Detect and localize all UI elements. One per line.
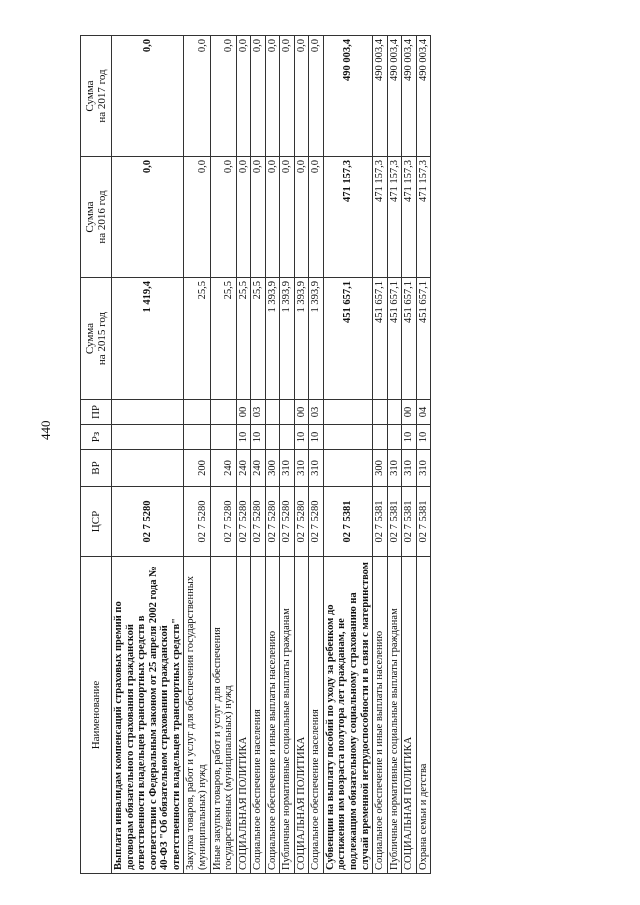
table-row <box>373 36 388 874</box>
cell-sum-2016: 0,0 <box>265 157 280 278</box>
cell-sum-2017: 0,0 <box>280 36 295 157</box>
cell-pr <box>373 400 388 425</box>
table-row <box>112 36 184 874</box>
table-row <box>251 36 266 874</box>
cell-csr: 02 7 5381 <box>387 487 402 557</box>
cell-name: Публичные нормативные социальные выплаты гражданам <box>280 557 295 874</box>
cell-pr: 04 <box>416 400 431 425</box>
cell-sum-2015: 25,5 <box>210 278 236 400</box>
cell-name: Социальное обеспечение населения <box>309 557 324 874</box>
cell-name: СОЦИАЛЬНАЯ ПОЛИТИКА <box>294 557 309 874</box>
cell-sum-2015: 25,5 <box>184 278 210 400</box>
cell-csr: 02 7 5280 <box>251 487 266 557</box>
cell-sum-2016: 471 157,3 <box>416 157 431 278</box>
cell-pr <box>112 400 184 425</box>
cell-name: Публичные нормативные социальные выплаты гражданам <box>387 557 402 874</box>
cell-rz <box>387 425 402 450</box>
cell-rz: 10 <box>251 425 266 450</box>
cell-csr: 02 7 5280 <box>184 487 210 557</box>
cell-sum-2015: 451 657,1 <box>387 278 402 400</box>
cell-sum-2016: 0,0 <box>309 157 324 278</box>
cell-sum-2015: 1 393,9 <box>309 278 324 400</box>
table-row <box>416 36 431 874</box>
cell-pr <box>265 400 280 425</box>
cell-vr: 240 <box>236 450 251 487</box>
cell-sum-2017: 0,0 <box>236 36 251 157</box>
cell-name: Охрана семьи и детства <box>416 557 431 874</box>
budget-table <box>80 35 431 874</box>
cell-vr <box>112 450 184 487</box>
table-row <box>184 36 210 874</box>
cell-rz <box>373 425 388 450</box>
cell-name: Социальное обеспечение и иные выплаты населению <box>265 557 280 874</box>
cell-csr: 02 7 5280 <box>280 487 295 557</box>
cell-sum-2017: 490 003,4 <box>402 36 417 157</box>
header-sum-2015: Сумма на 2015 год <box>81 278 112 400</box>
header-pr: ПР <box>81 400 112 425</box>
cell-sum-2015: 1 393,9 <box>265 278 280 400</box>
table-row <box>265 36 280 874</box>
cell-pr: 00 <box>236 400 251 425</box>
cell-csr: 02 7 5280 <box>294 487 309 557</box>
cell-sum-2017: 490 003,4 <box>416 36 431 157</box>
cell-rz: 10 <box>402 425 417 450</box>
cell-csr: 02 7 5381 <box>323 487 372 557</box>
cell-name: Социальное обеспечение и иные выплаты населению <box>373 557 388 874</box>
header-rz: Рз <box>81 425 112 450</box>
cell-vr: 310 <box>294 450 309 487</box>
cell-name: Закупка товаров, работ и услуг для обеспечения государственных (муниципальных) нужд <box>184 557 210 874</box>
cell-name: Субвенции на выплату пособий по уходу за ребенком до достижения им возраста полутора лет гражданам, не подлежащим обязательному социальному страхованию на случай временной нетрудоспособности и в связи с материнством <box>323 557 372 874</box>
cell-csr: 02 7 5381 <box>416 487 431 557</box>
cell-vr: 200 <box>184 450 210 487</box>
table-row <box>280 36 295 874</box>
cell-vr: 240 <box>251 450 266 487</box>
table-row <box>236 36 251 874</box>
cell-rz <box>323 425 372 450</box>
cell-rz <box>210 425 236 450</box>
cell-sum-2017: 0,0 <box>251 36 266 157</box>
cell-csr: 02 7 5280 <box>309 487 324 557</box>
cell-sum-2015: 25,5 <box>236 278 251 400</box>
cell-vr: 240 <box>210 450 236 487</box>
cell-sum-2016: 0,0 <box>280 157 295 278</box>
header-sum-2017: Сумма на 2017 год <box>81 36 112 157</box>
cell-sum-2017: 490 003,4 <box>387 36 402 157</box>
cell-name: Иные закупки товаров, работ и услуг для обеспечения государственных (муниципальных) нужд <box>210 557 236 874</box>
cell-sum-2015: 451 657,1 <box>373 278 388 400</box>
cell-pr <box>323 400 372 425</box>
cell-csr: 02 7 5381 <box>402 487 417 557</box>
cell-vr: 310 <box>309 450 324 487</box>
cell-sum-2017: 0,0 <box>294 36 309 157</box>
cell-vr: 310 <box>416 450 431 487</box>
cell-sum-2017: 0,0 <box>309 36 324 157</box>
cell-sum-2015: 1 393,9 <box>280 278 295 400</box>
table-row <box>210 36 236 874</box>
header-vr: ВР <box>81 450 112 487</box>
cell-name: Социальное обеспечение населения <box>251 557 266 874</box>
cell-pr: 03 <box>309 400 324 425</box>
cell-sum-2016: 471 157,3 <box>373 157 388 278</box>
cell-csr: 02 7 5280 <box>112 487 184 557</box>
table-row <box>309 36 324 874</box>
page-number: 440 <box>38 420 53 440</box>
cell-name: СОЦИАЛЬНАЯ ПОЛИТИКА <box>236 557 251 874</box>
cell-vr <box>323 450 372 487</box>
cell-name: Выплата инвалидам компенсаций страховых премий по договорам обязательного страхования гражданской ответственности владельцев транспортных средств в соответствии с Федеральным законом от 25 апреля 2002 года № 40-ФЗ "Об обязательном страховании гражданской ответственности владельцев транспортных средств" <box>112 557 184 874</box>
cell-pr: 00 <box>402 400 417 425</box>
cell-sum-2016: 471 157,3 <box>323 157 372 278</box>
table-row <box>294 36 309 874</box>
cell-vr: 310 <box>402 450 417 487</box>
cell-pr: 03 <box>251 400 266 425</box>
cell-rz <box>265 425 280 450</box>
cell-csr: 02 7 5381 <box>373 487 388 557</box>
cell-sum-2016: 0,0 <box>112 157 184 278</box>
header-sum-2016: Сумма на 2016 год <box>81 157 112 278</box>
cell-pr <box>210 400 236 425</box>
cell-rz: 10 <box>416 425 431 450</box>
cell-sum-2016: 0,0 <box>184 157 210 278</box>
cell-sum-2017: 0,0 <box>210 36 236 157</box>
cell-sum-2017: 490 003,4 <box>373 36 388 157</box>
header-csr: ЦСР <box>81 487 112 557</box>
cell-sum-2015: 1 393,9 <box>294 278 309 400</box>
table-row <box>402 36 417 874</box>
cell-name: СОЦИАЛЬНАЯ ПОЛИТИКА <box>402 557 417 874</box>
table-row <box>387 36 402 874</box>
cell-sum-2017: 490 003,4 <box>323 36 372 157</box>
cell-sum-2017: 0,0 <box>184 36 210 157</box>
table-row <box>323 36 372 874</box>
cell-sum-2016: 471 157,3 <box>387 157 402 278</box>
cell-rz <box>184 425 210 450</box>
cell-csr: 02 7 5280 <box>265 487 280 557</box>
cell-sum-2017: 0,0 <box>112 36 184 157</box>
cell-rz: 10 <box>236 425 251 450</box>
cell-sum-2015: 451 657,1 <box>402 278 417 400</box>
cell-sum-2016: 471 157,3 <box>402 157 417 278</box>
rotated-table-container <box>80 36 431 874</box>
header-name: Наименование <box>81 557 112 874</box>
cell-vr: 300 <box>265 450 280 487</box>
cell-pr <box>184 400 210 425</box>
cell-sum-2016: 0,0 <box>251 157 266 278</box>
cell-sum-2017: 0,0 <box>265 36 280 157</box>
cell-vr: 300 <box>373 450 388 487</box>
cell-rz: 10 <box>309 425 324 450</box>
cell-sum-2015: 1 419,4 <box>112 278 184 400</box>
cell-vr: 310 <box>280 450 295 487</box>
cell-vr: 310 <box>387 450 402 487</box>
table-header-row <box>81 36 112 874</box>
cell-sum-2015: 25,5 <box>251 278 266 400</box>
cell-csr: 02 7 5280 <box>210 487 236 557</box>
cell-sum-2015: 451 657,1 <box>416 278 431 400</box>
cell-pr <box>387 400 402 425</box>
cell-rz <box>112 425 184 450</box>
cell-sum-2016: 0,0 <box>294 157 309 278</box>
cell-sum-2016: 0,0 <box>236 157 251 278</box>
cell-csr: 02 7 5280 <box>236 487 251 557</box>
cell-pr: 00 <box>294 400 309 425</box>
cell-sum-2015: 451 657,1 <box>323 278 372 400</box>
cell-sum-2016: 0,0 <box>210 157 236 278</box>
cell-pr <box>280 400 295 425</box>
cell-rz <box>280 425 295 450</box>
table-body <box>112 36 431 874</box>
cell-rz: 10 <box>294 425 309 450</box>
